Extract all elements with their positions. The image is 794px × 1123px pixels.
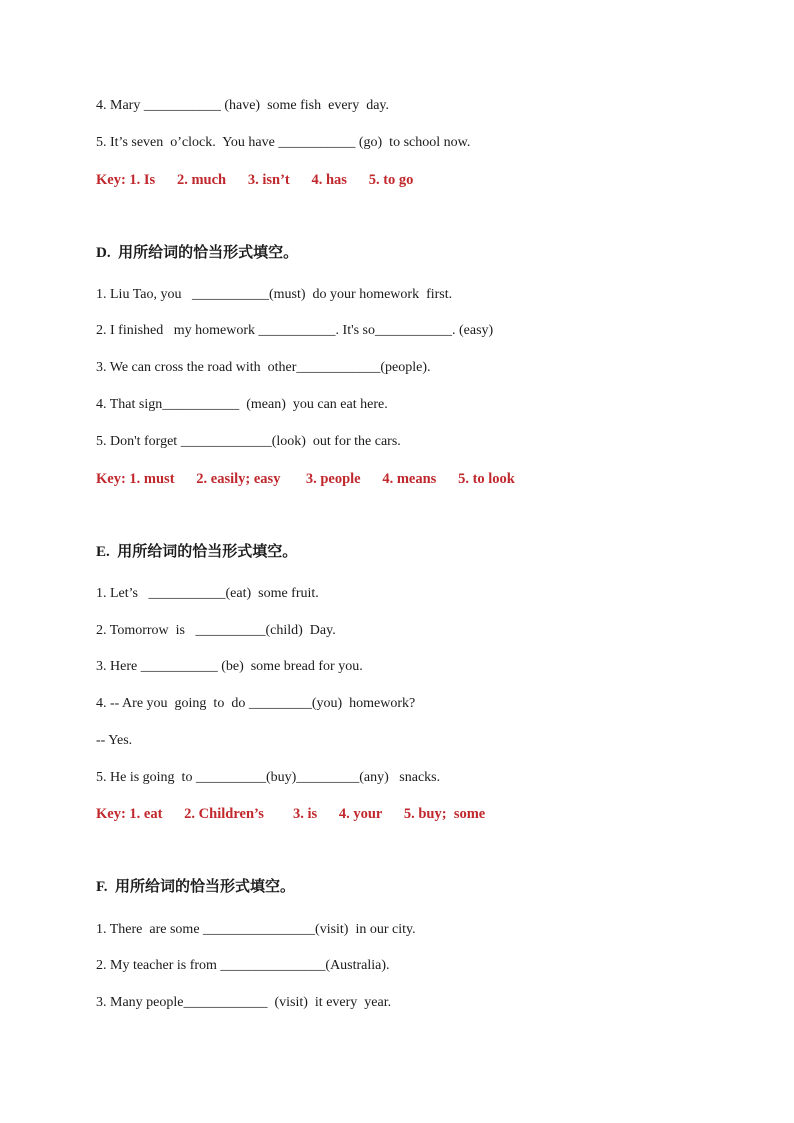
question-e-4: 4. -- Are you going to do _________(you) homework? <box>96 696 416 711</box>
answer-key-e: Key: 1. eat 2. Children’s 3. is 4. your 5. buy; some <box>96 806 486 822</box>
section-d-heading: D. 用所给词的恰当形式填空。 <box>96 245 299 261</box>
answer-key-c: Key: 1. Is 2. much 3. isn’t 4. has 5. to go <box>96 172 414 188</box>
question-f-1: 1. There are some ________________(visit) in our city. <box>96 922 416 937</box>
question-f-2: 2. My teacher is from _______________(Australia). <box>96 958 390 973</box>
question-e-3: 3. Here ___________ (be) some bread for you. <box>96 659 363 674</box>
question-e-5: 5. He is going to __________(buy)_________(any) snacks. <box>96 770 441 785</box>
section-f-heading: F. 用所给词的恰当形式填空。 <box>96 879 296 895</box>
question-d-4: 4. That sign___________ (mean) you can eat here. <box>96 397 388 412</box>
question-c-5: 5. It’s seven o’clock. You have ___________ (go) to school now. <box>96 135 471 150</box>
section-e-heading: E. 用所给词的恰当形式填空。 <box>96 544 298 560</box>
question-e-4-reply: -- Yes. <box>96 733 133 748</box>
question-d-2: 2. I finished my homework ___________. It's so___________. (easy) <box>96 323 494 338</box>
answer-key-d: Key: 1. must 2. easily; easy 3. people 4. means 5. to look <box>96 471 515 487</box>
question-c-4: 4. Mary ___________ (have) some fish every day. <box>96 98 390 113</box>
question-f-3: 3. Many people____________ (visit) it every year. <box>96 995 392 1010</box>
question-e-2: 2. Tomorrow is __________(child) Day. <box>96 623 336 638</box>
question-d-5: 5. Don't forget _____________(look) out for the cars. <box>96 434 401 449</box>
question-e-1: 1. Let’s ___________(eat) some fruit. <box>96 586 319 601</box>
question-d-3: 3. We can cross the road with other____________(people). <box>96 360 431 375</box>
question-d-1: 1. Liu Tao, you ___________(must) do your homework first. <box>96 287 453 302</box>
